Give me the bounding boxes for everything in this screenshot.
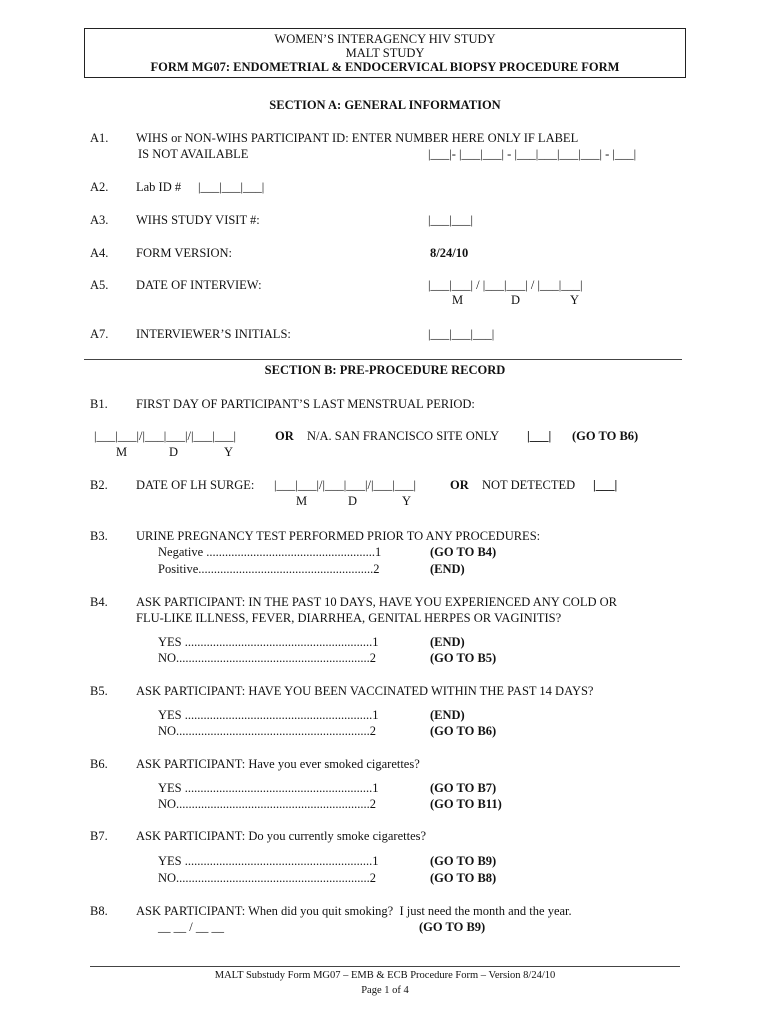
a3-label: WIHS STUDY VISIT #: xyxy=(136,213,260,227)
b3-number: B3. xyxy=(90,529,108,543)
header-substudy-name: MALT STUDY xyxy=(345,46,425,60)
b6-number: B6. xyxy=(90,757,108,771)
a4-form-version-value: 8/24/10 xyxy=(430,246,469,260)
b3-option-positive[interactable]: Positive........................................................2 xyxy=(158,562,380,576)
a1-participant-id-field[interactable]: |___|- |___|___| - |___|___|___|___| - |___| xyxy=(428,147,637,161)
b2-not-detected-checkbox[interactable]: |___| xyxy=(593,478,618,492)
b2-number: B2. xyxy=(90,478,108,492)
b8-number: B8. xyxy=(90,904,108,918)
b5-option-no[interactable]: NO..............................................................2 xyxy=(158,724,377,738)
b4-label-line2: FLU-LIKE ILLNESS, FEVER, DIARRHEA, GENITAL HERPES OR VAGINITIS? xyxy=(136,611,562,625)
b7-label: ASK PARTICIPANT: Do you currently smoke cigarettes? xyxy=(136,829,427,843)
b1-month-caption: M xyxy=(116,445,128,459)
b7-number: B7. xyxy=(90,829,108,843)
b3-option-negative[interactable]: Negative ......................................................1 xyxy=(158,545,382,559)
header-form-title: FORM MG07: ENDOMETRIAL & ENDOCERVICAL BIOPSY PROCEDURE FORM xyxy=(150,60,620,74)
b7-option-no-goto: (GO TO B8) xyxy=(430,871,497,885)
b2-label: DATE OF LH SURGE: xyxy=(136,478,255,492)
b5-number: B5. xyxy=(90,684,108,698)
section-b-title: SECTION B: PRE-PROCEDURE RECORD xyxy=(264,363,506,377)
a1-label-line1: WIHS or NON-WIHS PARTICIPANT ID: ENTER NUMBER HERE ONLY IF LABEL xyxy=(136,131,579,145)
b5-label: ASK PARTICIPANT: HAVE YOU BEEN VACCINATED WITHIN THE PAST 14 DAYS? xyxy=(136,684,594,698)
a4-number: A4. xyxy=(90,246,109,260)
b8-quit-date-field[interactable]: __ __ / __ __ xyxy=(158,920,224,934)
b8-label: ASK PARTICIPANT: When did you quit smoking? I just need the month and the year. xyxy=(136,904,572,918)
b2-month-caption: M xyxy=(296,494,308,508)
a5-number: A5. xyxy=(90,278,109,292)
b4-label-line1: ASK PARTICIPANT: IN THE PAST 10 DAYS, HAVE YOU EXPERIENCED ANY COLD OR xyxy=(136,595,617,609)
b4-option-no[interactable]: NO..............................................................2 xyxy=(158,651,377,665)
a5-day-caption: D xyxy=(511,293,521,307)
b4-number: B4. xyxy=(90,595,108,609)
a5-year-caption: Y xyxy=(570,293,580,307)
b2-or: OR xyxy=(450,478,469,492)
b3-option-positive-goto: (END) xyxy=(430,562,465,576)
a7-number: A7. xyxy=(90,327,109,341)
b8-goto: (GO TO B9) xyxy=(419,920,486,934)
a7-label: INTERVIEWER’S INITIALS: xyxy=(136,327,291,341)
b2-year-caption: Y xyxy=(402,494,412,508)
footer-page-number: Page 1 of 4 xyxy=(361,985,409,996)
a5-month-caption: M xyxy=(452,293,464,307)
b4-option-yes-goto: (END) xyxy=(430,635,465,649)
b4-option-yes[interactable]: YES ............................................................1 xyxy=(158,635,379,649)
a5-label: DATE OF INTERVIEW: xyxy=(136,278,262,292)
b1-number: B1. xyxy=(90,397,108,411)
footer-divider xyxy=(90,966,680,967)
b4-option-no-goto: (GO TO B5) xyxy=(430,651,497,665)
section-a-title: SECTION A: GENERAL INFORMATION xyxy=(269,98,501,112)
b7-option-no[interactable]: NO..............................................................2 xyxy=(158,871,377,885)
b6-option-yes[interactable]: YES ............................................................1 xyxy=(158,781,379,795)
b3-option-negative-goto: (GO TO B4) xyxy=(430,545,497,559)
b6-option-no[interactable]: NO..............................................................2 xyxy=(158,797,377,811)
b2-date-field[interactable]: |___|___|/|___|___|/|___|___| xyxy=(274,478,416,492)
a3-number: A3. xyxy=(90,213,109,227)
a5-date-field[interactable]: |___|___| / |___|___| / |___|___| xyxy=(428,278,583,292)
a4-label: FORM VERSION: xyxy=(136,246,232,260)
b6-option-no-goto: (GO TO B11) xyxy=(430,797,502,811)
a3-visit-field[interactable]: |___|___| xyxy=(428,213,474,227)
header-study-name: WOMEN’S INTERAGENCY HIV STUDY xyxy=(274,32,496,46)
b1-label: FIRST DAY OF PARTICIPANT’S LAST MENSTRUAL PERIOD: xyxy=(136,397,475,411)
b1-day-caption: D xyxy=(169,445,179,459)
a2-number: A2. xyxy=(90,180,109,194)
b1-date-field[interactable]: |___|___|/|___|___|/|___|___| xyxy=(94,429,236,443)
a1-number: A1. xyxy=(90,131,109,145)
section-divider xyxy=(84,359,682,360)
b5-option-yes[interactable]: YES ............................................................1 xyxy=(158,708,379,722)
b6-label: ASK PARTICIPANT: Have you ever smoked cigarettes? xyxy=(136,757,420,771)
b1-goto: (GO TO B6) xyxy=(572,429,639,443)
a2-label: Lab ID # xyxy=(136,180,182,194)
b5-option-yes-goto: (END) xyxy=(430,708,465,722)
b3-label: URINE PREGNANCY TEST PERFORMED PRIOR TO ANY PROCEDURES: xyxy=(136,529,541,543)
footer-form-info: MALT Substudy Form MG07 – EMB & ECB Procedure Form – Version 8/24/10 xyxy=(214,970,556,981)
a1-label-line2: IS NOT AVAILABLE xyxy=(138,147,249,161)
b5-option-no-goto: (GO TO B6) xyxy=(430,724,497,738)
a2-lab-id-field[interactable]: |___|___|___| xyxy=(198,180,265,194)
a7-initials-field[interactable]: |___|___|___| xyxy=(428,327,495,341)
b1-year-caption: Y xyxy=(224,445,234,459)
b1-or: OR xyxy=(275,429,294,443)
b1-na-label: N/A. SAN FRANCISCO SITE ONLY xyxy=(307,429,500,443)
b1-na-checkbox[interactable]: |___| xyxy=(527,429,552,443)
b7-option-yes-goto: (GO TO B9) xyxy=(430,854,497,868)
b2-not-detected-label: NOT DETECTED xyxy=(482,478,576,492)
b6-option-yes-goto: (GO TO B7) xyxy=(430,781,497,795)
b2-day-caption: D xyxy=(348,494,358,508)
b7-option-yes[interactable]: YES ............................................................1 xyxy=(158,854,379,868)
form-header xyxy=(84,28,686,78)
